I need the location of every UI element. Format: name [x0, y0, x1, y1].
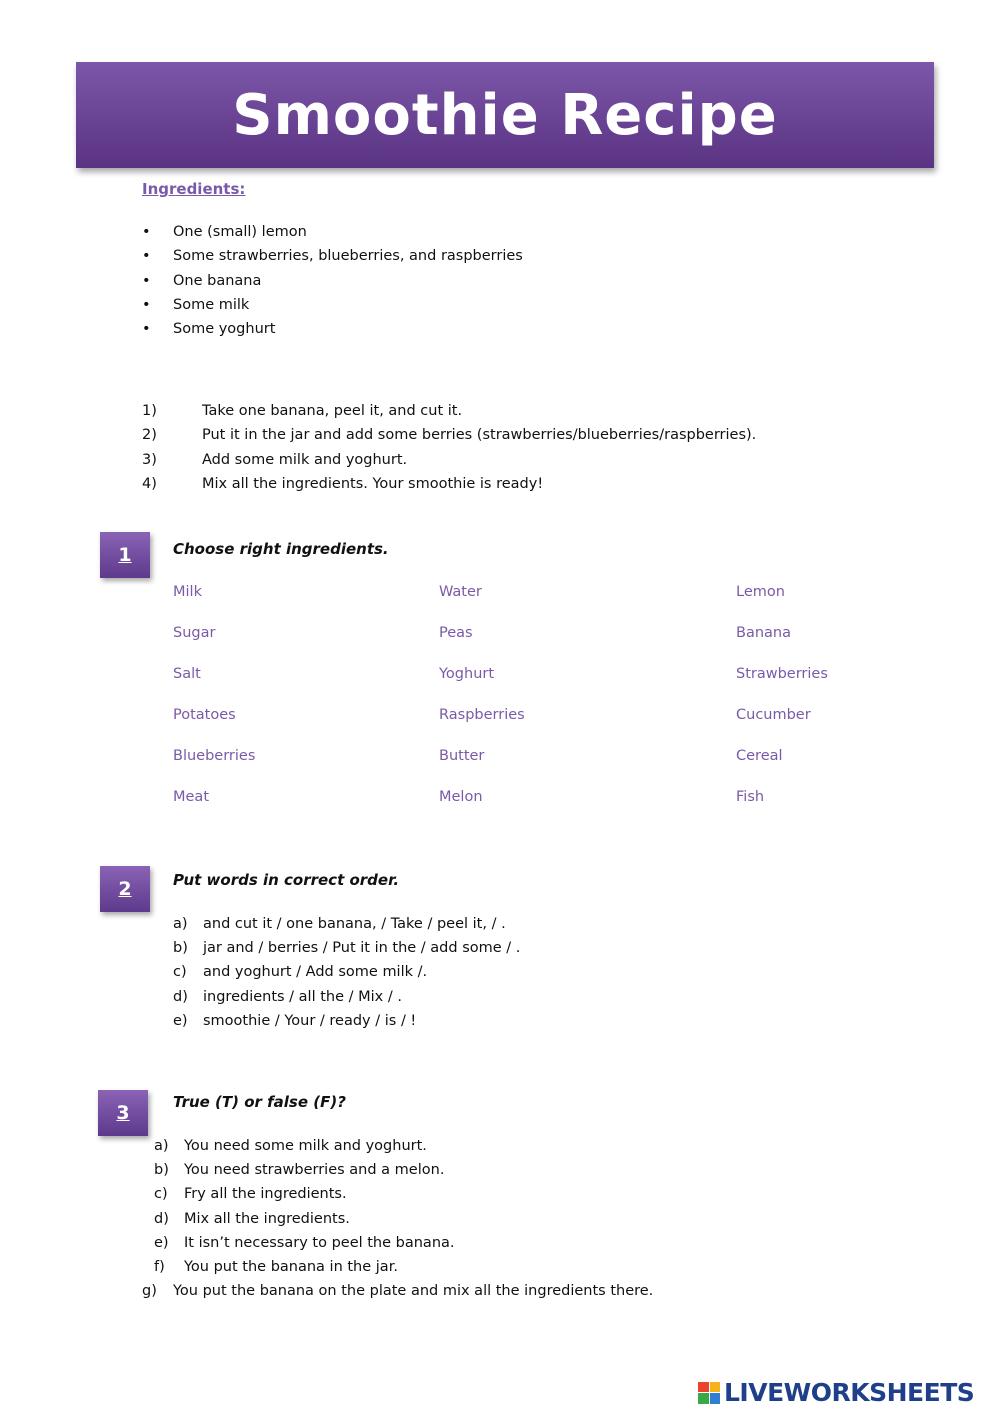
task-3-list [154, 1134, 455, 1279]
word-option[interactable]: Lemon [736, 584, 785, 600]
liveworksheets-logo [698, 1378, 974, 1407]
step-item: 2) Put it in the jar and add some berries (strawberries/blueberries/raspberries). [142, 427, 757, 444]
task-1-title: Choose right ingredients. [173, 540, 389, 558]
word-option[interactable]: Potatoes [173, 707, 236, 723]
recipe-steps [142, 399, 756, 496]
word-option[interactable]: Butter [439, 748, 485, 764]
list-item: b) jar and / berries / Put it in the / add some / . [173, 940, 521, 957]
task-3-badge: 3 [98, 1090, 148, 1136]
task-3-title: True (T) or false (F)? [173, 1093, 346, 1111]
word-option[interactable]: Cucumber [736, 707, 811, 723]
list-item: • Some strawberries, blueberries, and raspberries [142, 248, 523, 265]
task-2-badge: 2 [100, 866, 150, 912]
list-item: c) and yoghurt / Add some milk /. [173, 964, 428, 981]
word-option[interactable]: Milk [173, 584, 202, 600]
list-item: a) and cut it / one banana, / Take / peel it, / . [173, 916, 506, 932]
page-title: Smoothie Recipe [232, 82, 778, 148]
list-item: d) ingredients / all the / Mix / . [173, 988, 402, 1005]
task-2-title: Put words in correct order. [173, 871, 400, 889]
list-item: e) smoothie / Your / ready / is / ! [173, 1012, 417, 1029]
list-item: • Some milk [142, 296, 250, 313]
list-item: g) You put the banana on the plate and mix all the ingredients there. [142, 1283, 654, 1299]
step-item: 3) Add some milk and yoghurt. [142, 451, 408, 468]
logo-text: LIVEWORKSHEETS [724, 1378, 975, 1407]
list-item: f) You put the banana in the jar. [154, 1258, 398, 1275]
word-option[interactable]: Melon [439, 789, 483, 805]
step-item: 1) Take one banana, peel it, and cut it. [142, 403, 463, 419]
word-option[interactable]: Strawberries [736, 666, 828, 682]
list-item: a) You need some milk and yoghurt. [154, 1138, 427, 1154]
step-item: 4) Mix all the ingredients. Your smoothie is ready! [142, 475, 544, 492]
word-option[interactable]: Meat [173, 789, 210, 805]
word-option[interactable]: Water [439, 584, 482, 600]
ingredients-list [142, 220, 523, 341]
list-item: • One banana [142, 272, 262, 289]
ingredients-heading: Ingredients: [142, 180, 246, 198]
list-item: e) It isn’t necessary to peel the banana. [154, 1234, 455, 1251]
list-item: b) You need strawberries and a melon. [154, 1162, 445, 1179]
word-option[interactable]: Fish [736, 789, 765, 805]
word-option[interactable]: Peas [439, 625, 473, 641]
word-option[interactable]: Sugar [173, 625, 216, 641]
word-option[interactable]: Yoghurt [439, 666, 495, 682]
list-item: • Some yoghurt [142, 321, 276, 338]
task-2-list [173, 912, 520, 1033]
task-1-badge: 1 [100, 532, 150, 578]
logo-icon [698, 1382, 720, 1404]
list-item: d) Mix all the ingredients. [154, 1210, 350, 1227]
word-option[interactable]: Raspberries [439, 707, 525, 723]
word-option[interactable]: Blueberries [173, 748, 256, 764]
word-option[interactable]: Cereal [736, 748, 783, 764]
list-item: c) Fry all the ingredients. [154, 1186, 347, 1203]
list-item: • One (small) lemon [142, 224, 307, 240]
word-option[interactable]: Salt [173, 666, 201, 682]
word-option[interactable]: Banana [736, 625, 791, 641]
title-banner [76, 62, 934, 168]
